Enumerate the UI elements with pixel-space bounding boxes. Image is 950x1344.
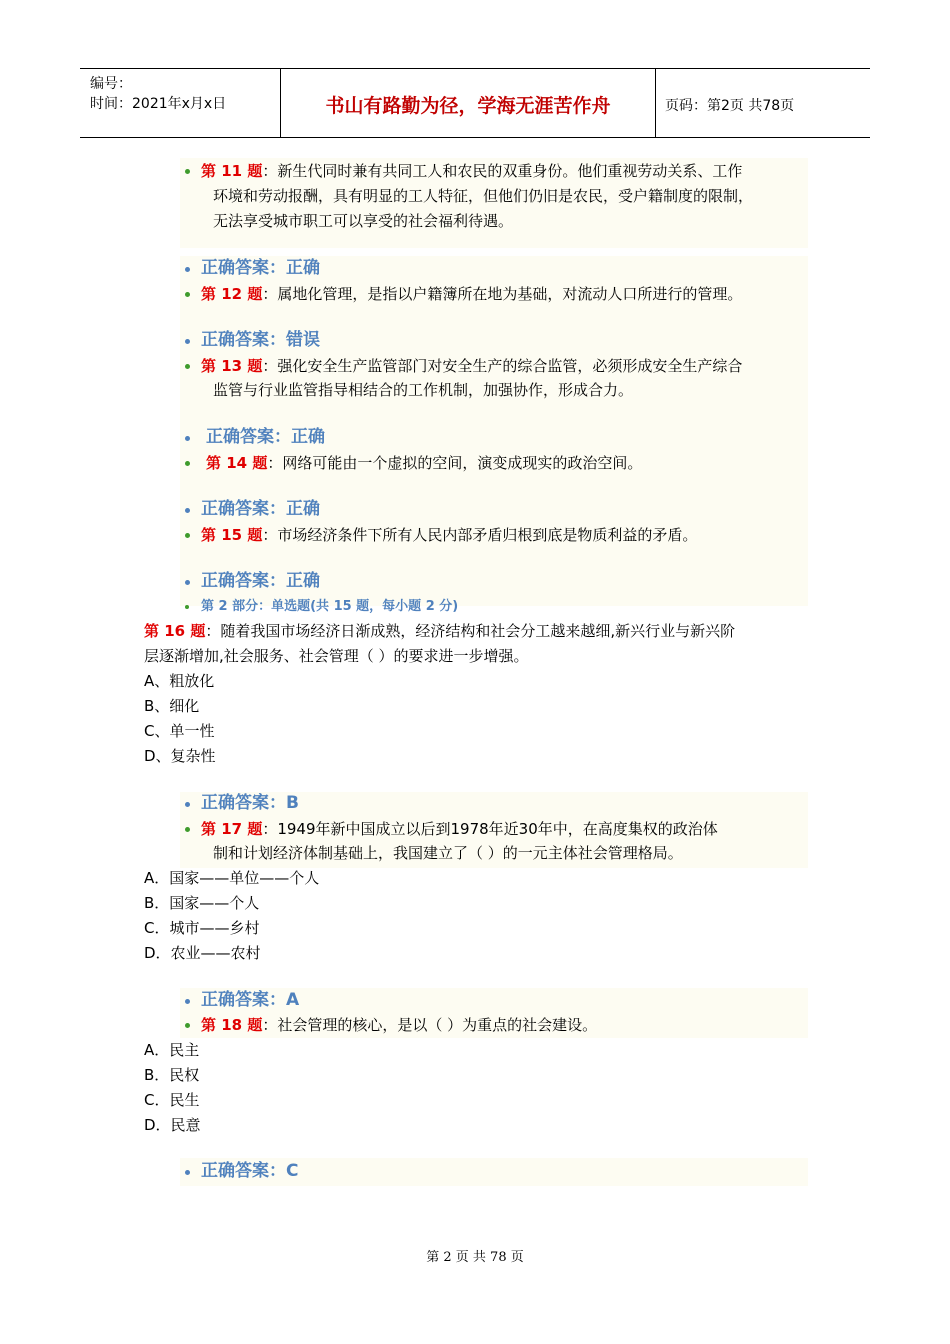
question-text-line: 监管与行业监管指导相结合的工作机制，加强协作，形成合力。 bbox=[213, 381, 634, 399]
correct-answer: 正确答案：正确 bbox=[206, 427, 325, 447]
question-text: ：市场经济条件下所有人民内部矛盾归根到底是物质利益的矛盾。 bbox=[262, 526, 698, 544]
option-a: A．民主 bbox=[144, 1041, 200, 1059]
bullet-icon bbox=[185, 364, 190, 369]
bullet-icon bbox=[185, 267, 190, 272]
question-11 bbox=[201, 160, 742, 182]
bullet-icon bbox=[185, 508, 190, 513]
question-number: 第 14 题 bbox=[206, 454, 268, 472]
bullet-icon bbox=[185, 292, 190, 297]
question-text-line: 环境和劳动报酬，具有明显的工人特征，但他们仍旧是农民，受户籍制度的限制， bbox=[213, 187, 754, 205]
correct-answer: 正确答案：正确 bbox=[201, 258, 320, 278]
bullet-icon bbox=[185, 827, 190, 832]
page-header bbox=[80, 68, 870, 138]
question-18 bbox=[201, 1014, 597, 1036]
question-text: ：新生代同时兼有共同工人和农民的双重身份。他们重视劳动关系、工作 bbox=[262, 162, 743, 180]
question-text-line: 无法享受城市职工可以享受的社会福利待遇。 bbox=[213, 212, 514, 230]
correct-answer: 正确答案：B bbox=[201, 793, 299, 813]
option-c: C、单一性 bbox=[144, 722, 215, 740]
question-15 bbox=[201, 524, 697, 546]
bullet-icon bbox=[185, 580, 190, 585]
page-info: 页码：第2页 共78页 bbox=[665, 98, 795, 114]
question-number: 第 13 题 bbox=[201, 357, 263, 375]
question-12 bbox=[201, 283, 742, 305]
question-number: 第 11 题 bbox=[201, 162, 263, 180]
header-center-cell bbox=[280, 69, 656, 137]
option-a: A．国家——单位——个人 bbox=[144, 869, 320, 887]
question-13 bbox=[201, 355, 742, 377]
question-text-line: 层逐渐增加,社会服务、社会管理（ ）的要求进一步增强。 bbox=[144, 647, 529, 665]
question-text: ：随着我国市场经济日渐成熟，经济结构和社会分工越来越细,新兴行业与新兴阶 bbox=[205, 622, 736, 640]
bullet-icon bbox=[185, 461, 190, 466]
bullet-icon bbox=[185, 533, 190, 538]
option-d: D．农业——农村 bbox=[144, 944, 261, 962]
bullet-icon bbox=[185, 1023, 190, 1028]
correct-answer: 正确答案：A bbox=[201, 990, 300, 1010]
option-c: C．城市——乡村 bbox=[144, 919, 260, 937]
bullet-icon bbox=[185, 1170, 190, 1175]
question-14 bbox=[206, 452, 642, 474]
question-number: 第 17 题 bbox=[201, 820, 263, 838]
correct-answer: 正确答案：正确 bbox=[201, 499, 320, 519]
option-b: B、细化 bbox=[144, 697, 200, 715]
header-left-cell bbox=[80, 69, 280, 137]
header-right-cell bbox=[655, 69, 870, 137]
option-c: C．民生 bbox=[144, 1091, 200, 1109]
bullet-icon bbox=[185, 999, 190, 1004]
header-motto: 书山有路勤为径，学海无涯苦作舟 bbox=[325, 95, 611, 117]
date-line: 时间：2021年x月x日 bbox=[90, 96, 227, 112]
option-d: D、复杂性 bbox=[144, 747, 216, 765]
option-a: A、粗放化 bbox=[144, 672, 215, 690]
option-b: B．民权 bbox=[144, 1066, 200, 1084]
question-number: 第 15 题 bbox=[201, 526, 263, 544]
question-text: ：社会管理的核心，是以（ ）为重点的社会建设。 bbox=[262, 1016, 598, 1034]
question-number: 第 16 题 bbox=[144, 622, 206, 640]
bullet-icon bbox=[185, 169, 190, 174]
question-text-line: 制和计划经济体制基础上，我国建立了（ ）的一元主体社会管理格局。 bbox=[213, 844, 683, 862]
question-text: ：1949年新中国成立以后到1978年近30年中，在高度集权的政治体 bbox=[262, 820, 718, 838]
correct-answer: 正确答案：C bbox=[201, 1161, 299, 1181]
question-16 bbox=[144, 620, 735, 642]
question-number: 第 18 题 bbox=[201, 1016, 263, 1034]
option-d: D．民意 bbox=[144, 1116, 201, 1134]
section-heading: 第 2 部分：单选题(共 15 题，每小题 2 分) bbox=[201, 599, 459, 614]
bullet-icon bbox=[185, 802, 190, 807]
question-number: 第 12 题 bbox=[201, 285, 263, 303]
bullet-icon bbox=[185, 436, 190, 441]
bullet-icon bbox=[185, 339, 190, 344]
question-17 bbox=[201, 818, 718, 840]
correct-answer: 正确答案：正确 bbox=[201, 571, 320, 591]
correct-answer: 正确答案：错误 bbox=[201, 330, 320, 350]
option-b: B．国家——个人 bbox=[144, 894, 260, 912]
page-footer: 第 2 页 共 78 页 bbox=[426, 1250, 524, 1265]
question-text: ：网络可能由一个虚拟的空间，演变成现实的政治空间。 bbox=[267, 454, 643, 472]
number-label: 编号： bbox=[90, 76, 132, 92]
question-text: ：强化安全生产监管部门对安全生产的综合监管，必须形成安全生产综合 bbox=[262, 357, 743, 375]
question-text: ：属地化管理，是指以户籍簿所在地为基础，对流动人口所进行的管理。 bbox=[262, 285, 743, 303]
bullet-icon bbox=[185, 605, 189, 609]
